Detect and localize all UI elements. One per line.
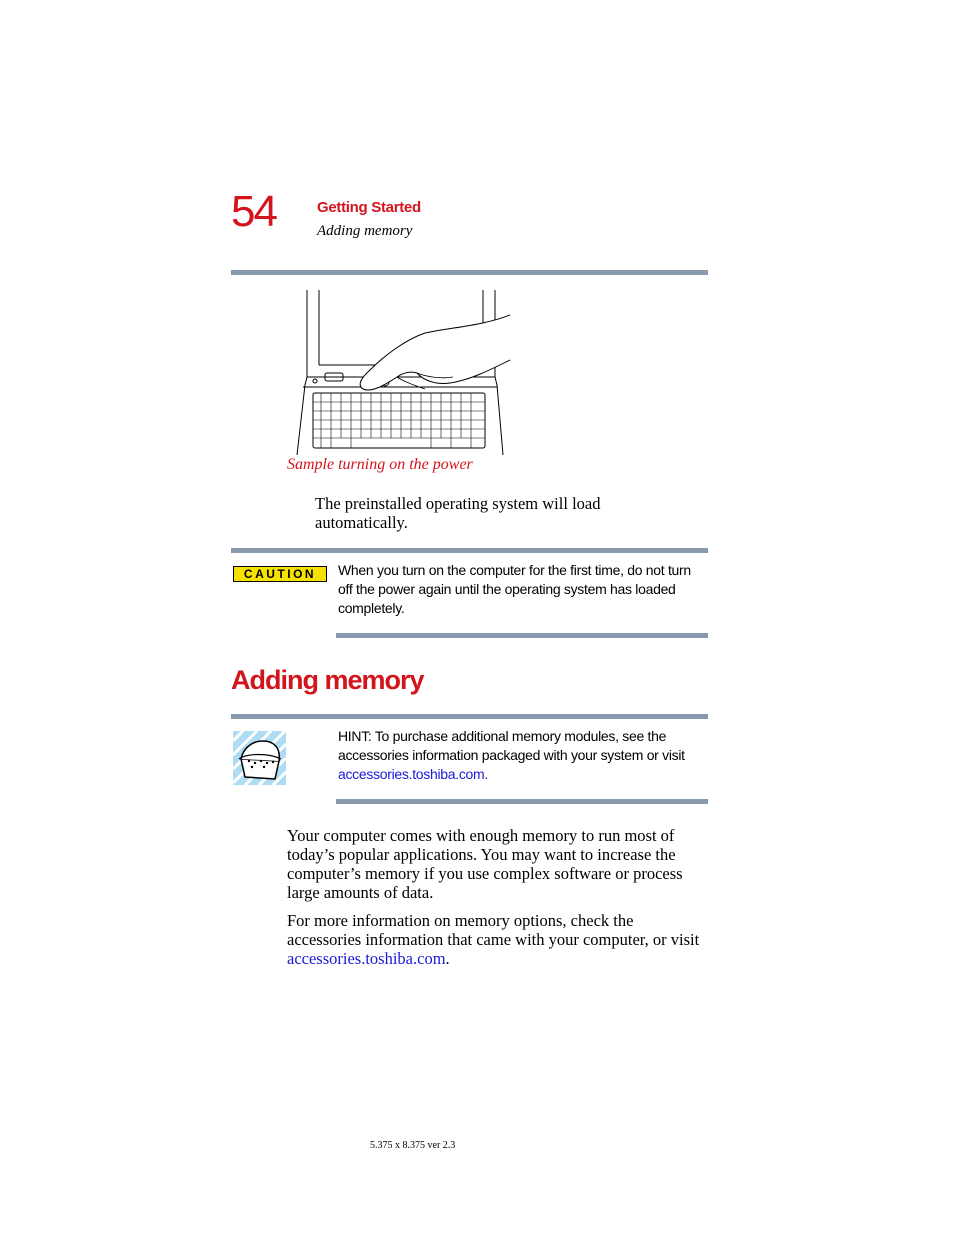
caution-bottom-rule [336,633,708,638]
caution-text: When you turn on the computer for the first time, do not turn off the power again until the operating system has loaded completely. [338,562,691,616]
paragraph-2-link[interactable]: accessories.toshiba.com [287,949,446,968]
paragraph-2-end: . [445,949,450,968]
memory-paragraph-2 [287,911,707,968]
paragraph-2-text: For more information on memory options, check the accessories information that came with your computer, or visit [287,911,700,949]
intro-paragraph: The preinstalled operating system will load automatically. [315,494,601,532]
page-number: 54 [231,187,276,236]
chapter-title: Getting Started [317,199,421,216]
treasure-chest-icon [233,731,286,785]
header-rule [231,270,708,275]
hint-link[interactable]: accessories.toshiba.com [338,766,485,782]
section-subtitle: Adding memory [317,223,413,239]
hint-text: HINT: To purchase additional memory modules, see the accessories information packaged with your system or visit [338,728,685,763]
hint-link-period: . [484,766,488,782]
laptop-power-illustration [285,285,515,460]
hint-top-rule [231,714,708,719]
figure-caption: Sample turning on the power [287,456,473,473]
caution-top-rule [231,548,708,553]
footer-version: 5.375 x 8.375 ver 2.3 [370,1140,456,1151]
hint-text-block [338,727,703,784]
memory-paragraph-1: Your computer comes with enough memory to run most of today’s popular applications. You may want to increase the computer’s memory if you use complex software or process large amounts of data. [287,826,683,902]
hint-bottom-rule [336,799,708,804]
caution-badge: CAUTION [233,566,327,582]
section-heading: Adding memory [231,665,424,695]
